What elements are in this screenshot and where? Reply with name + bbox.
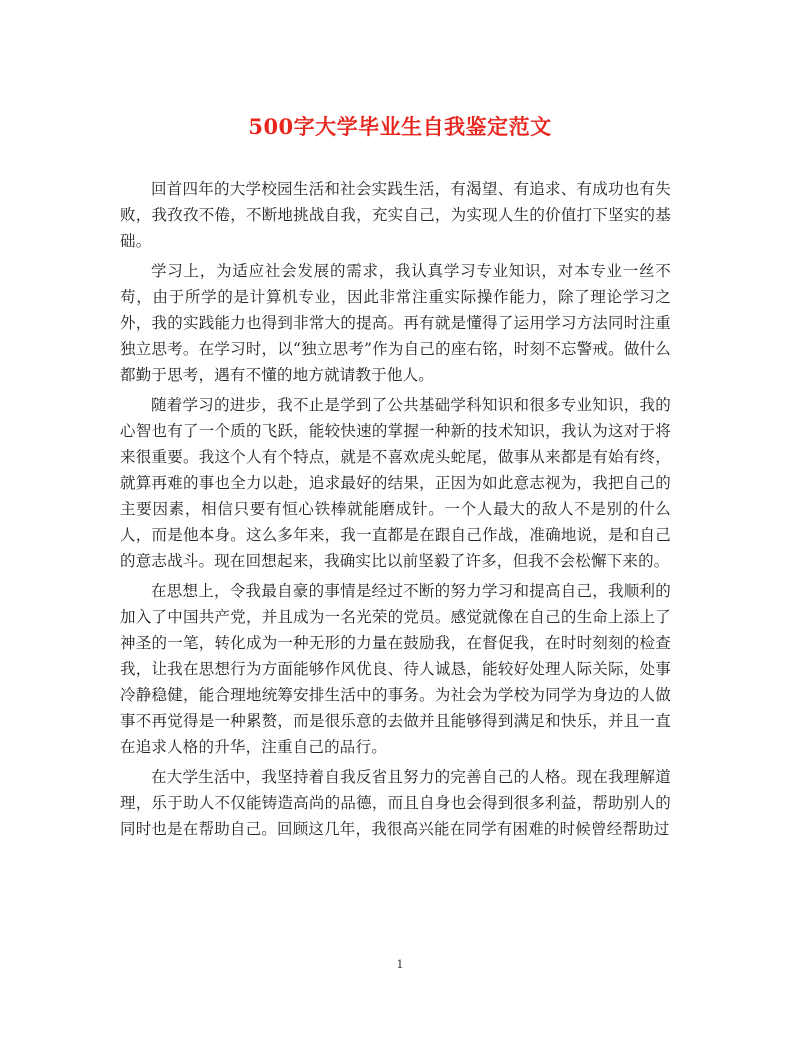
document-title: 500字大学毕业生自我鉴定范文 — [248, 114, 552, 139]
paragraph-intro: 回首四年的大学校园生活和社会实践生活，有渴望、有追求、有成功也有失败，我孜孜不倦，不断地挑战自我，充实自己，为实现人生的价值打下坚实的基础。 — [120, 180, 671, 250]
paragraph-thought: 在思想上，令我最自豪的事情是经过不断的努力学习和提高自己，我顺利的加入了中国共产党，并且成为一名光荣的党员。感觉就像在自己的生命上添上了神圣的一笔，转化成为一种无形的力量在鼓励我，在督促我，在时时刻刻的检查我，让我在思想行为方面能够作风优良、待人诚恳，能较好处理人际关际，处事冷静稳健，能合理地统筹安排生活中的事务。为社会为学校为同学为身边的人做事不再觉得是一种累赘，而是很乐意的去做并且能够得到满足和快乐，并且一直在追求人格的升华，注重自己的品行。 — [120, 582, 671, 756]
document-body — [120, 176, 671, 842]
page-number: 1 — [396, 958, 404, 971]
paragraph-life: 在大学生活中，我坚持着自我反省且努力的完善自己的人格。现在我理解道理，乐于助人不仅能铸造高尚的品德，而且自身也会得到很多利益，帮助别人的同时也是在帮助自己。回顾这几年，我很高兴能在同学有困难的时候曾经帮助过 — [120, 768, 671, 838]
paragraph-study: 学习上，为适应社会发展的需求，我认真学习专业知识，对本专业一丝不苟，由于所学的是计算机专业，因此非常注重实际操作能力，除了理论学习之外，我的实践能力也得到非常大的提高。再有就是懂得了运用学习方法同时注重独立思考。在学习时，以“独立思考”作为自己的座右铭，时刻不忘警戒。做什么都勤于思考，遇有不懂的地方就请教于他人。 — [120, 262, 671, 384]
paragraph-progress: 随着学习的进步，我不止是学到了公共基础学科知识和很多专业知识，我的心智也有了一个质的飞跃，能较快速的掌握一种新的技术知识，我认为这对于将来很重要。我这个人有个特点，就是不喜欢虎头蛇尾，做事从来都是有始有终，就算再难的事也全力以赴，追求最好的结果，正因为如此意志视为，我把自己的主要因素，相信只要有恒心铁棒就能磨成针。一个人最大的敌人不是别的什么人，而是他本身。这么多年来，我一直都是在跟自己作战，准确地说，是和自己的意志战斗。现在回想起来，我确实比以前坚毅了许多，但我不会松懈下来的。 — [120, 396, 671, 570]
